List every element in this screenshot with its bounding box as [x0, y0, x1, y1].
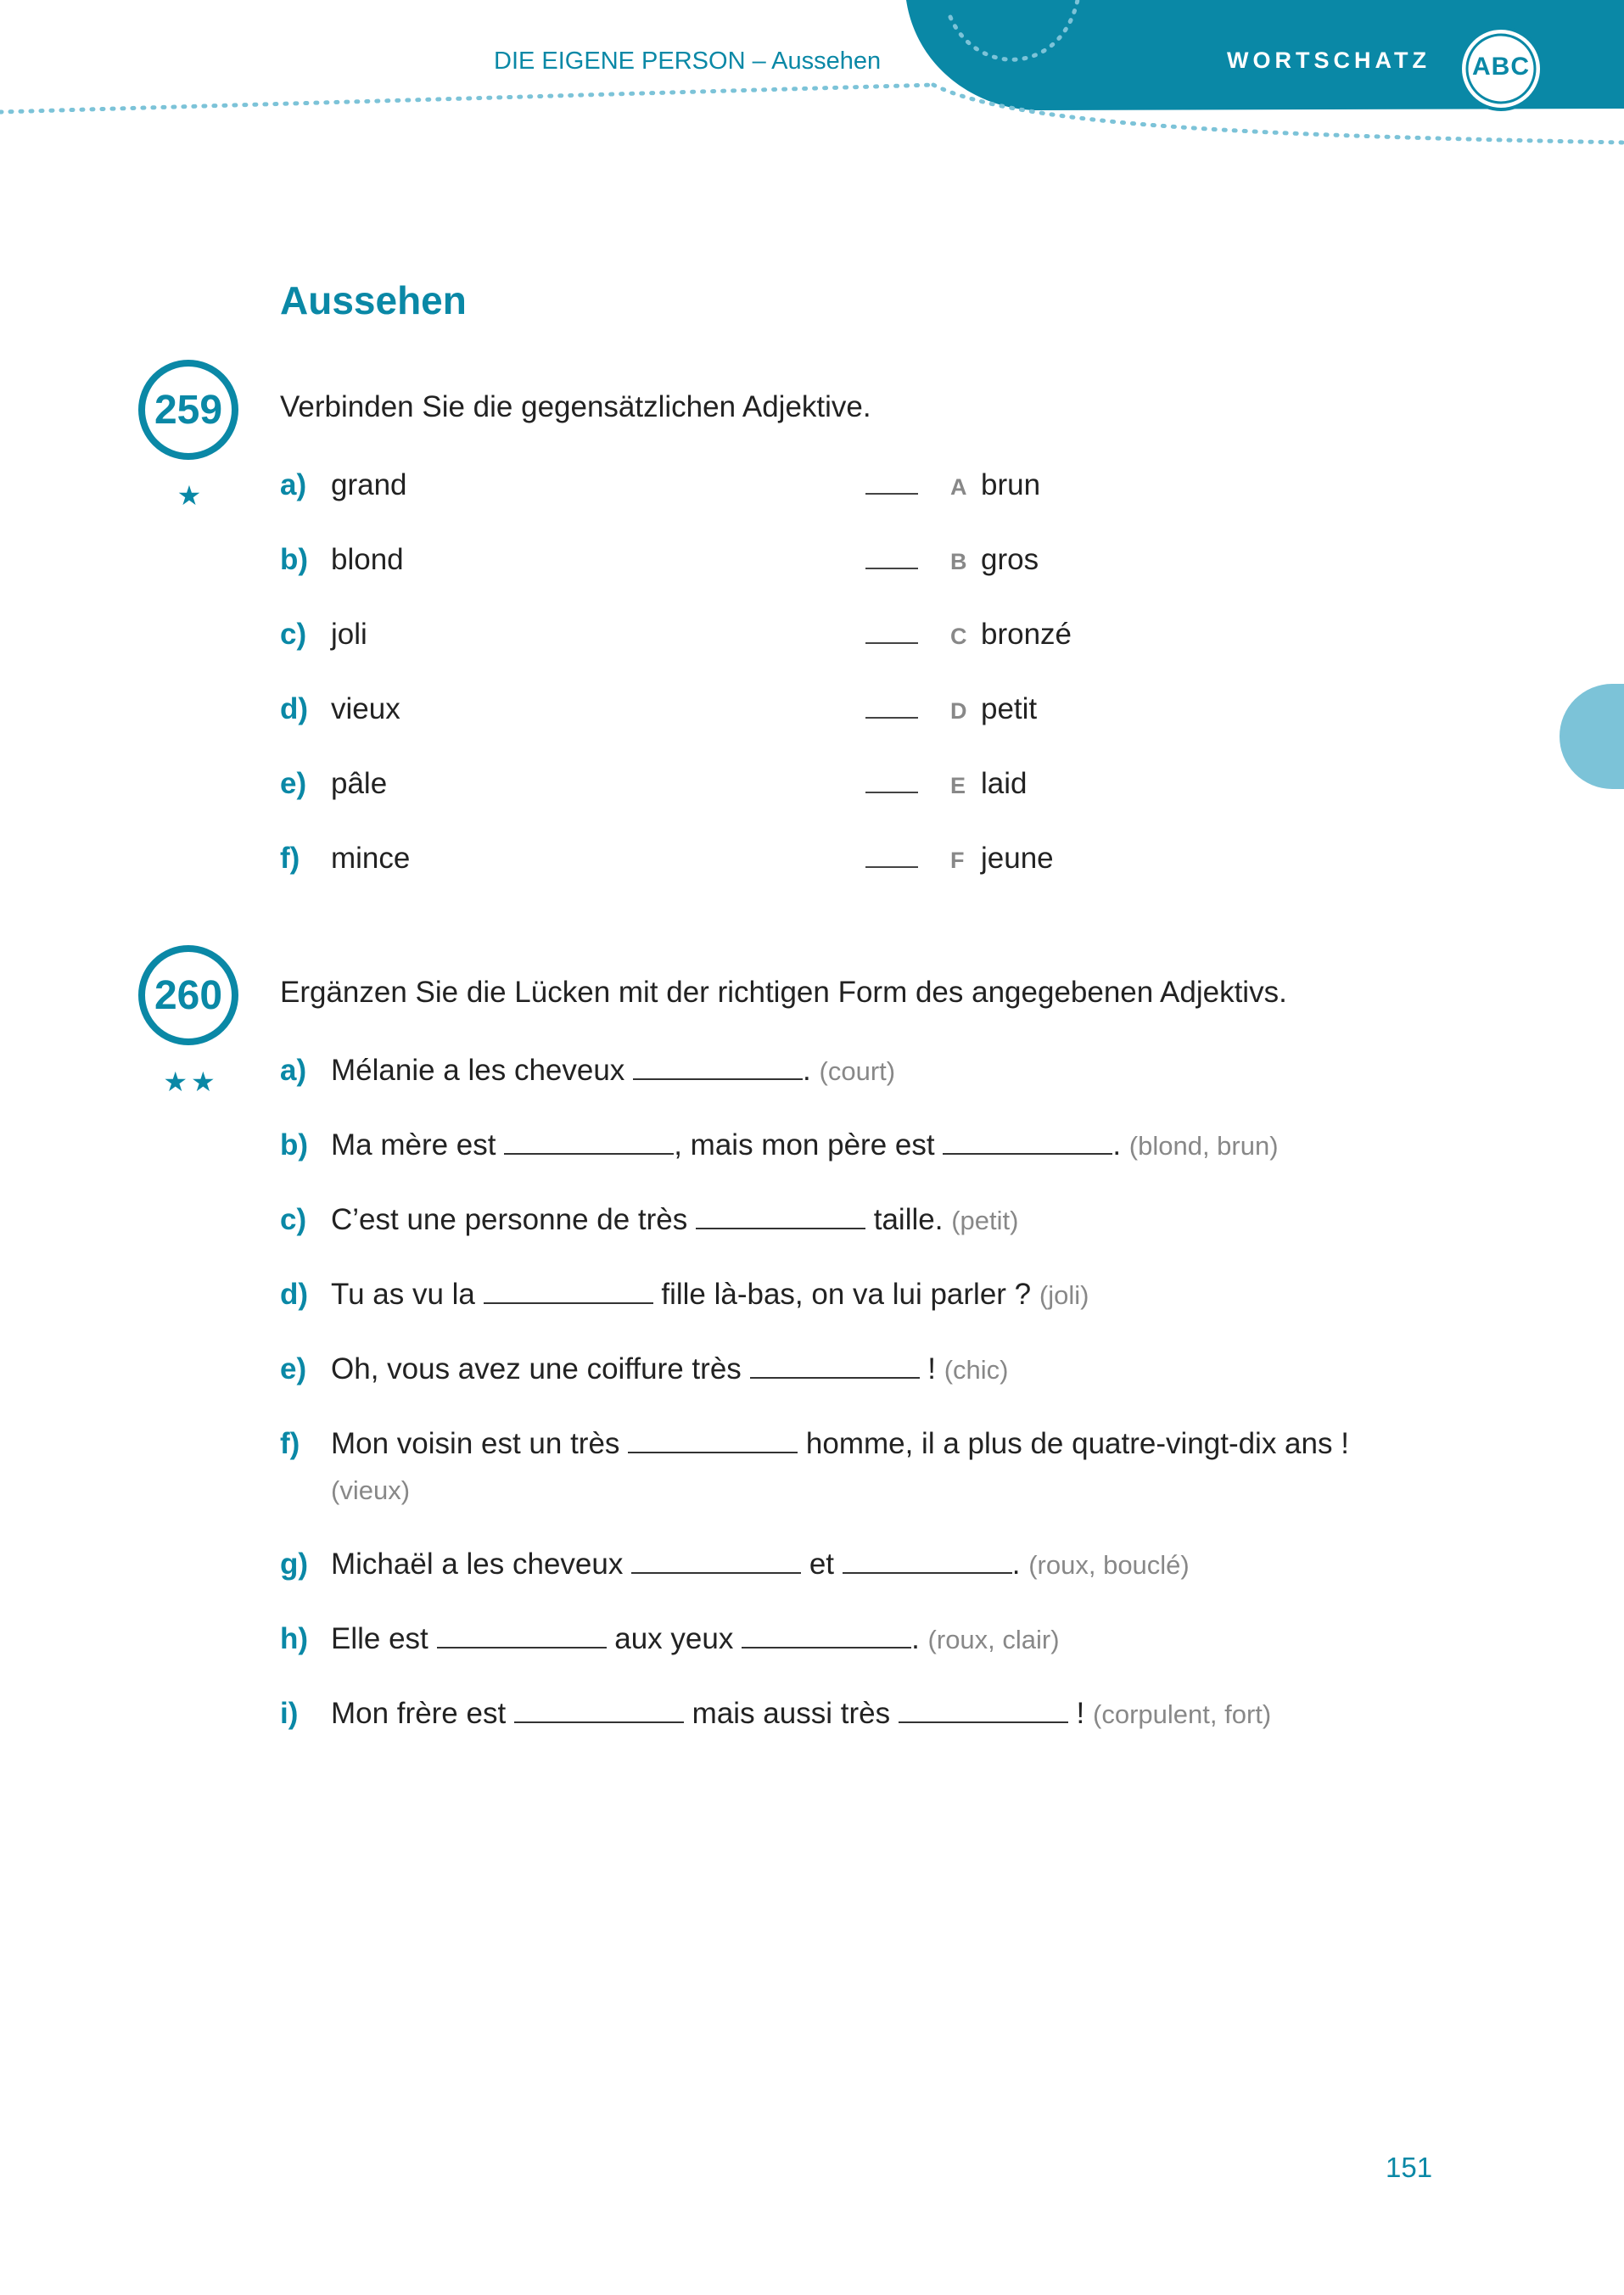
match-item [865, 543, 1039, 577]
list-item [280, 618, 367, 652]
running-header-title: DIE EIGENE PERSON – Aussehen [494, 48, 882, 75]
item-text: Tu as vu la [331, 1278, 475, 1311]
item-word: vieux [331, 692, 400, 725]
item-letter: f) [280, 1427, 300, 1460]
header-decoration [0, 0, 1624, 161]
match-word: gros [981, 543, 1039, 576]
item-letter: e) [280, 1352, 307, 1385]
answer-blank[interactable] [484, 1301, 653, 1304]
item-text: Oh, vous avez une coiffure très [331, 1352, 742, 1385]
answer-blank[interactable] [633, 1078, 803, 1080]
answer-blank[interactable] [631, 1571, 801, 1574]
hint: (joli) [1039, 1280, 1089, 1310]
item-text: Ma mère est [331, 1128, 496, 1161]
answer-blank[interactable] [843, 1571, 1012, 1574]
answer-blank[interactable] [514, 1721, 684, 1723]
answer-blank[interactable] [628, 1451, 798, 1453]
list-item [280, 1203, 1018, 1237]
answer-blank[interactable] [504, 1152, 674, 1155]
item-letter: h) [280, 1622, 309, 1655]
item-letter: c) [280, 618, 307, 651]
hint: (roux, clair) [927, 1625, 1060, 1654]
list-item [280, 1054, 895, 1088]
item-text: et [809, 1548, 835, 1581]
answer-blank[interactable] [865, 568, 918, 569]
list-item [280, 1352, 1009, 1386]
section-label: WORTSCHATZ [1227, 48, 1431, 73]
answer-blank[interactable] [865, 866, 918, 868]
match-letter: B [950, 549, 967, 574]
item-text: C’est une personne de très [331, 1203, 688, 1236]
item-word: grand [331, 468, 407, 501]
page-number: 151 [1386, 2152, 1433, 2183]
answer-blank[interactable] [865, 717, 918, 719]
hint: (blond, brun) [1128, 1131, 1279, 1161]
match-letter: E [950, 773, 966, 798]
exercise-instruction: Ergänzen Sie die Lücken mit der richtigen Form des angegebenen Adjektivs. [280, 976, 1287, 1009]
item-letter: c) [280, 1203, 307, 1236]
item-text: Mélanie a les cheveux [331, 1054, 625, 1087]
list-item [280, 543, 404, 577]
match-item [865, 842, 1054, 876]
item-letter: e) [280, 767, 307, 800]
section-title: Aussehen [280, 278, 467, 322]
match-letter: C [950, 624, 967, 649]
item-text: taille. [873, 1203, 944, 1236]
exercise-instruction: Verbinden Sie die gegensätzlichen Adjektive. [280, 390, 871, 423]
item-text: . [1112, 1128, 1122, 1161]
answer-blank[interactable] [899, 1721, 1068, 1723]
item-letter: f) [280, 842, 300, 875]
hint: (chic) [944, 1355, 1009, 1385]
match-word: laid [981, 767, 1028, 800]
match-word: brun [981, 468, 1041, 501]
answer-blank[interactable] [865, 493, 918, 495]
item-text: fille là-bas, on va lui parler ? [661, 1278, 1032, 1311]
answer-blank[interactable] [742, 1646, 911, 1648]
item-text: aux yeux [614, 1622, 734, 1655]
item-word: blond [331, 543, 404, 576]
item-letter: d) [280, 692, 309, 725]
item-text: Michaël a les cheveux [331, 1548, 624, 1581]
match-letter: A [950, 474, 967, 500]
hint-line [331, 1473, 410, 1507]
item-text: ! [1076, 1697, 1085, 1730]
item-text: Mon voisin est un très [331, 1427, 620, 1460]
item-word: mince [331, 842, 411, 875]
match-word: jeune [981, 842, 1054, 875]
answer-blank[interactable] [437, 1646, 607, 1648]
item-word: joli [331, 618, 367, 651]
answer-blank[interactable] [943, 1152, 1112, 1155]
item-letter: d) [280, 1278, 309, 1311]
list-item [280, 1548, 1190, 1581]
match-item [865, 618, 1072, 652]
match-item [865, 468, 1040, 502]
hint: (court) [819, 1056, 896, 1086]
list-item [280, 692, 400, 726]
match-word: petit [981, 692, 1038, 725]
item-text: , mais mon père est [674, 1128, 935, 1161]
answer-blank[interactable] [696, 1227, 865, 1229]
hint: (petit) [951, 1206, 1019, 1235]
exercise-number-badge: 260 [138, 945, 238, 1045]
match-letter: D [950, 698, 967, 724]
exercise-number-badge: 259 [138, 360, 238, 460]
list-item [280, 1622, 1060, 1656]
item-letter: g) [280, 1548, 309, 1581]
item-letter: b) [280, 543, 309, 576]
match-word: bronzé [981, 618, 1072, 651]
answer-blank[interactable] [865, 792, 918, 793]
item-text: . [1011, 1548, 1021, 1581]
answer-blank[interactable] [865, 642, 918, 644]
item-letter: i) [280, 1697, 299, 1730]
item-text: Elle est [331, 1622, 428, 1655]
item-text: homme, il a plus de quatre-vingt-dix ans ! [805, 1427, 1349, 1460]
item-text: mais aussi très [692, 1697, 891, 1730]
list-item [280, 1128, 1279, 1162]
side-tab [1560, 684, 1624, 789]
match-item [865, 767, 1027, 801]
difficulty-stars: ★★ [163, 1066, 219, 1097]
list-item [280, 1697, 1271, 1731]
hint: (vieux) [331, 1475, 411, 1505]
item-text: . [911, 1622, 920, 1655]
item-letter: a) [280, 468, 307, 501]
item-letter: b) [280, 1128, 309, 1161]
item-text: . [803, 1054, 811, 1087]
item-text: Mon frère est [331, 1697, 507, 1730]
list-item [280, 1278, 1089, 1312]
item-letter: a) [280, 1054, 307, 1087]
hint: (corpulent, fort) [1093, 1699, 1272, 1729]
item-text: ! [927, 1352, 936, 1385]
match-item [865, 692, 1037, 726]
item-word: pâle [331, 767, 388, 800]
difficulty-stars: ★ [176, 480, 205, 511]
match-letter: F [950, 848, 965, 873]
list-item [280, 767, 387, 801]
answer-blank[interactable] [750, 1376, 920, 1379]
hint: (roux, bouclé) [1028, 1550, 1190, 1580]
list-item [280, 842, 410, 876]
list-item [280, 1427, 1349, 1461]
list-item [280, 468, 407, 502]
abc-badge-text: ABC [1472, 53, 1530, 81]
